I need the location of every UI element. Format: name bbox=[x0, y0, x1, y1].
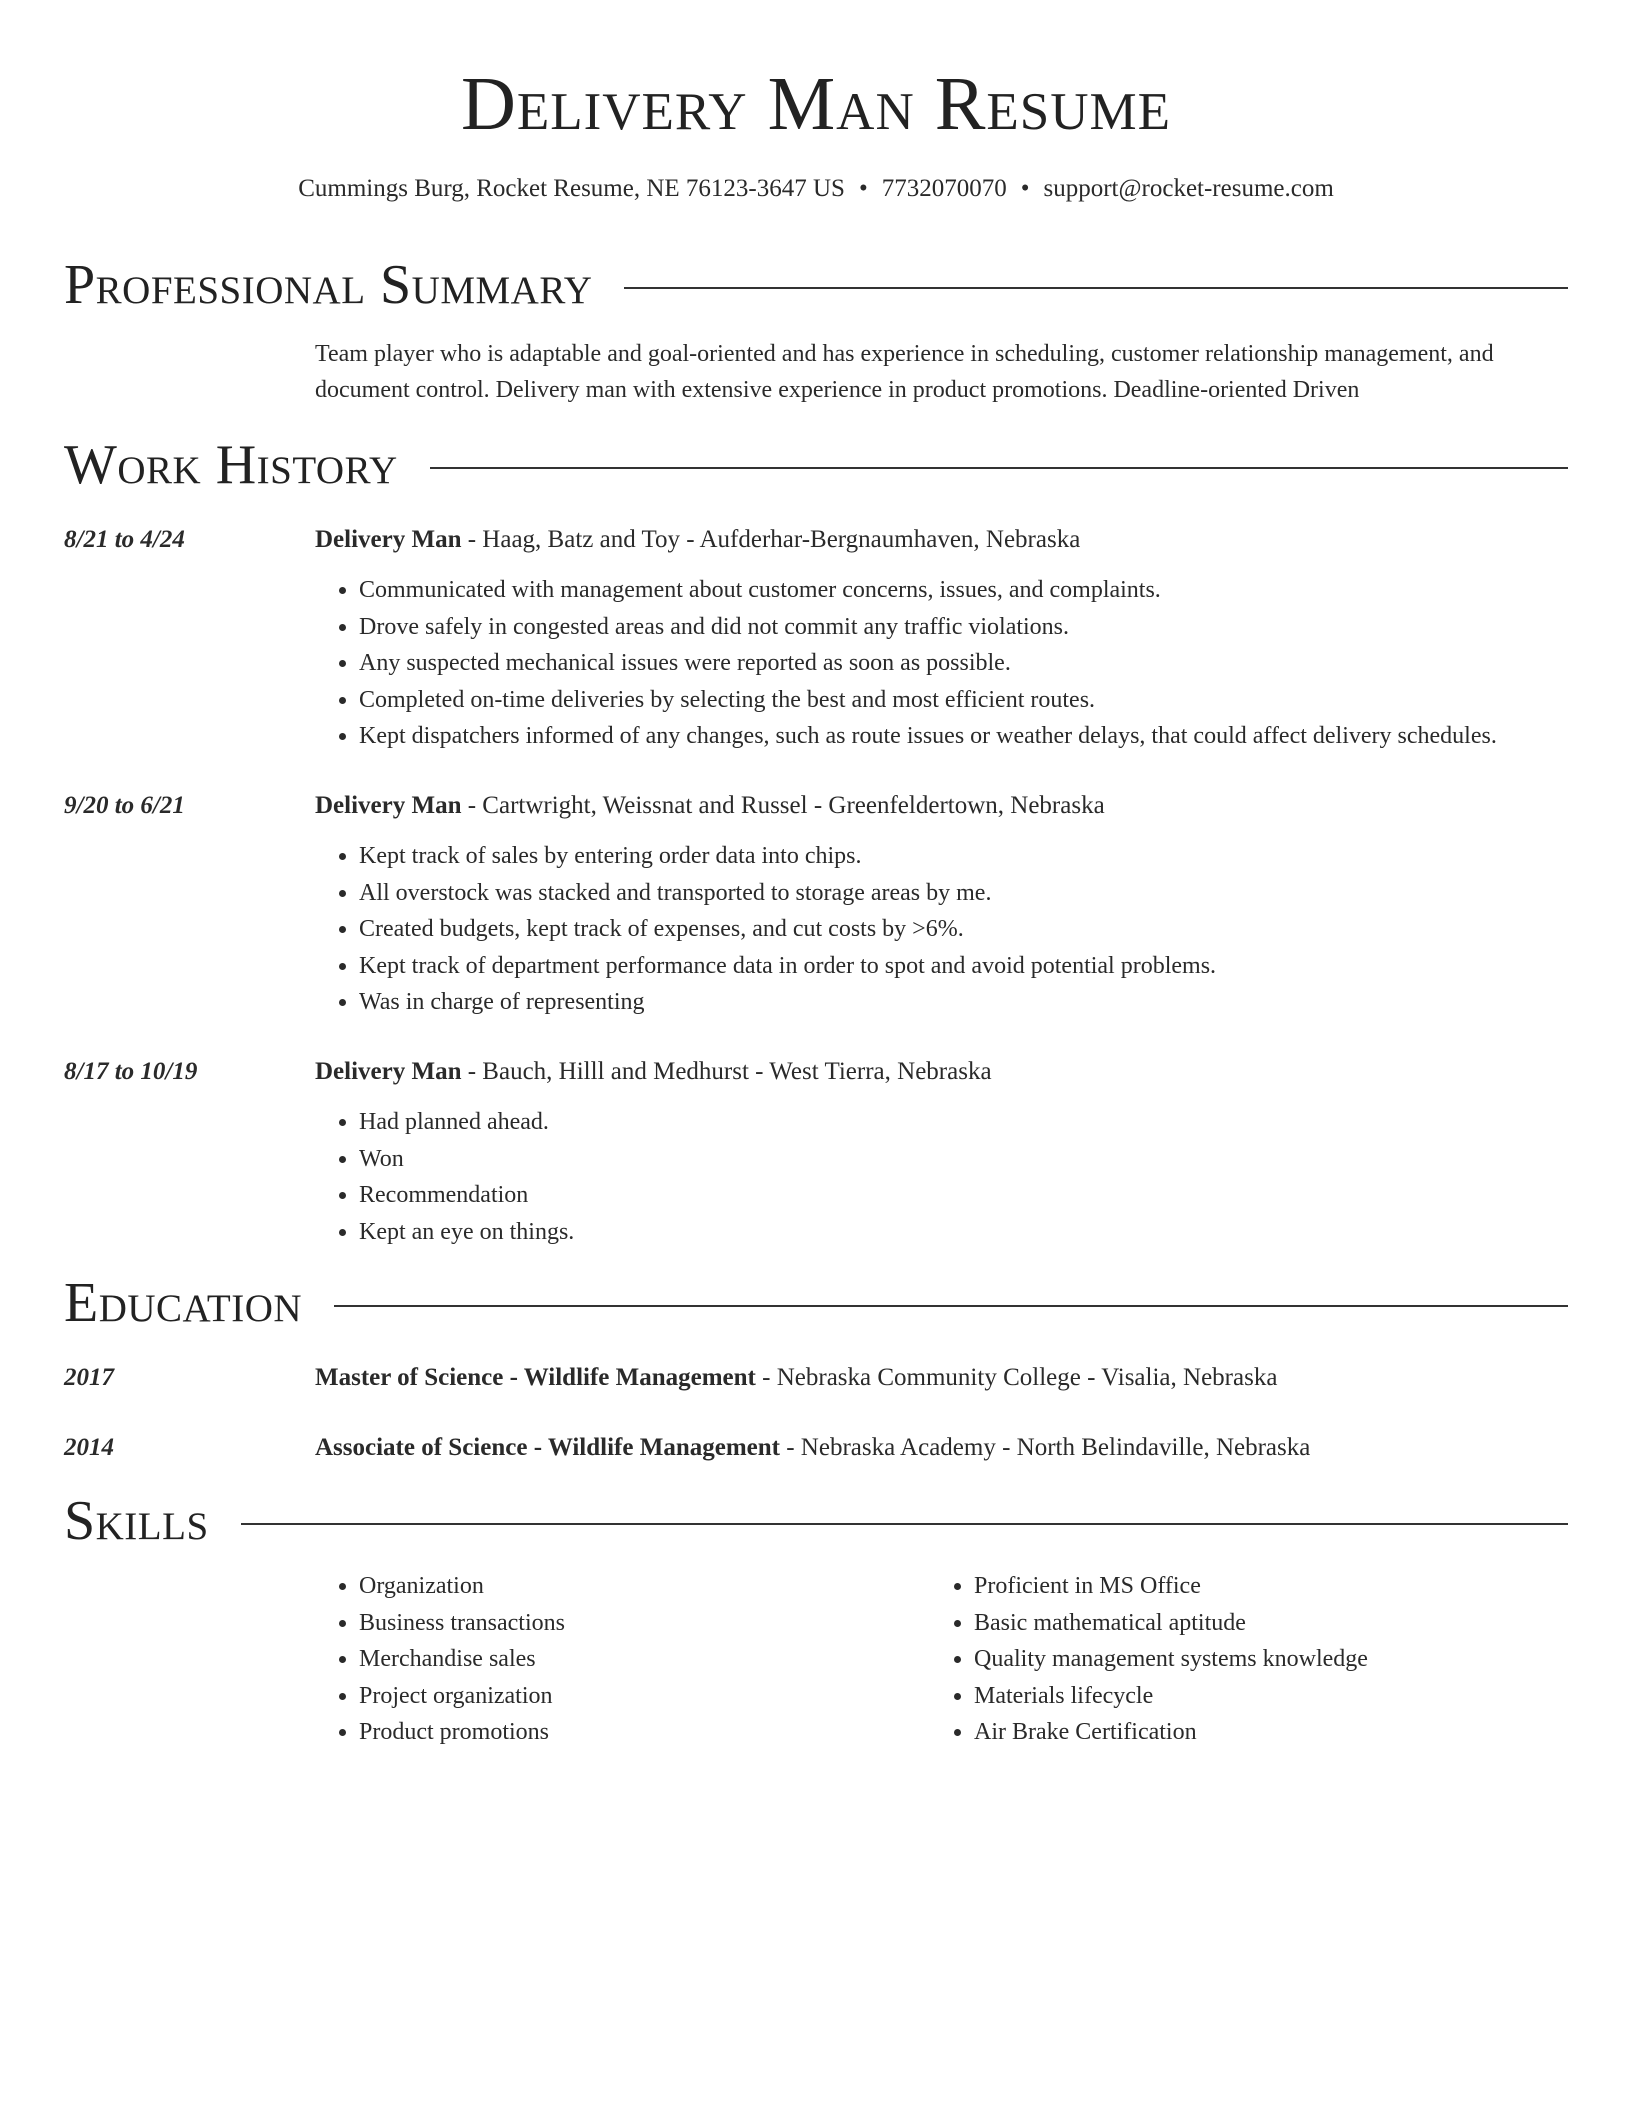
education-year: 2017 bbox=[64, 1364, 114, 1391]
job-title: Delivery Man bbox=[315, 792, 462, 819]
contact-email[interactable]: support@rocket-resume.com bbox=[1043, 175, 1334, 202]
section-title: Skills bbox=[64, 1490, 209, 1552]
contact-address: Cummings Burg, Rocket Resume, NE 76123-3647 US bbox=[298, 175, 845, 202]
section-title: Work History bbox=[64, 434, 398, 496]
list-item: • Was in charge of representing bbox=[359, 984, 1216, 1021]
list-item: • All overstock was stacked and transported to storage areas by me. bbox=[359, 875, 1216, 912]
job-bullets bbox=[315, 572, 1497, 755]
list-item: • Completed on-time deliveries by selecting the best and most efficient routes. bbox=[359, 682, 1497, 719]
list-item: • Any suspected mechanical issues were reported as soon as possible. bbox=[359, 645, 1497, 682]
list-item: • Communicated with management about customer concerns, issues, and complaints. bbox=[359, 572, 1497, 609]
section-title: Professional Summary bbox=[64, 254, 593, 316]
job-heading bbox=[315, 788, 1595, 824]
degree-details: - Nebraska Community College - Visalia, Nebraska bbox=[755, 1364, 1278, 1391]
job-bullets bbox=[315, 1104, 574, 1250]
job-title: Delivery Man bbox=[315, 1058, 462, 1085]
skill-item: • Project organization bbox=[359, 1678, 565, 1715]
skill-item: • Proficient in MS Office bbox=[974, 1568, 1368, 1605]
section-divider bbox=[241, 1523, 1568, 1525]
job-dates: 9/20 to 6/21 bbox=[64, 792, 185, 819]
section-heading-work-history bbox=[64, 432, 1568, 498]
education-year: 2014 bbox=[64, 1434, 114, 1461]
job-details: - Bauch, Hilll and Medhurst - West Tierra, Nebraska bbox=[461, 1058, 992, 1085]
resume-title: Delivery Man Resume bbox=[460, 62, 1172, 146]
skill-item: • Product promotions bbox=[359, 1714, 565, 1751]
contact-separator: • bbox=[858, 175, 868, 202]
section-heading-summary bbox=[64, 252, 1568, 318]
job-details: - Cartwright, Weissnat and Russel - Greenfeldertown, Nebraska bbox=[461, 792, 1105, 819]
list-item: • Kept an eye on things. bbox=[359, 1214, 574, 1251]
education-entry bbox=[315, 1360, 1595, 1396]
skill-item: • Materials lifecycle bbox=[974, 1678, 1368, 1715]
list-item: • Recommendation bbox=[359, 1177, 574, 1214]
section-title: Education bbox=[64, 1272, 303, 1334]
section-divider bbox=[430, 467, 1568, 469]
education-entry bbox=[315, 1430, 1595, 1466]
list-item: • Created budgets, kept track of expenses, and cut costs by >6%. bbox=[359, 911, 1216, 948]
skill-item: • Quality management systems knowledge bbox=[974, 1641, 1368, 1678]
list-item: • Kept track of sales by entering order data into chips. bbox=[359, 838, 1216, 875]
skill-item: • Business transactions bbox=[359, 1605, 565, 1642]
degree-title: Master of Science - Wildlife Management bbox=[315, 1364, 756, 1391]
job-dates: 8/17 to 10/19 bbox=[64, 1058, 198, 1085]
job-bullets bbox=[315, 838, 1216, 1021]
list-item: • Kept dispatchers informed of any changes, such as route issues or weather delays, that could affect delivery schedules. bbox=[359, 718, 1497, 755]
skill-item: • Organization bbox=[359, 1568, 565, 1605]
skills-list-right bbox=[930, 1568, 1368, 1751]
job-details: - Haag, Batz and Toy - Aufderhar-Bergnaumhaven, Nebraska bbox=[461, 526, 1081, 553]
list-item: • Had planned ahead. bbox=[359, 1104, 574, 1141]
job-heading bbox=[315, 1054, 1595, 1090]
list-item: • Drove safely in congested areas and did not commit any traffic violations. bbox=[359, 609, 1497, 646]
contact-phone[interactable]: 7732070070 bbox=[881, 175, 1007, 202]
contact-line bbox=[0, 172, 1632, 206]
list-item: • Won bbox=[359, 1141, 574, 1178]
job-dates: 8/21 to 4/24 bbox=[64, 526, 185, 553]
skill-item: • Air Brake Certification bbox=[974, 1714, 1368, 1751]
degree-details: - Nebraska Academy - North Belindaville, Nebraska bbox=[779, 1434, 1311, 1461]
section-heading-education bbox=[64, 1270, 1568, 1336]
summary-text: Team player who is adaptable and goal-oriented and has experience in scheduling, customer relationship management, and document control. Delivery man with extensive experience in product promotions. Deadline-oriented Driven bbox=[315, 341, 1494, 403]
skill-item: • Merchandise sales bbox=[359, 1641, 565, 1678]
section-divider bbox=[334, 1305, 1568, 1307]
section-heading-skills bbox=[64, 1488, 1568, 1554]
contact-separator: • bbox=[1020, 175, 1030, 202]
job-heading bbox=[315, 522, 1595, 558]
skills-list-left bbox=[315, 1568, 565, 1751]
job-title: Delivery Man bbox=[315, 526, 462, 553]
list-item: • Kept track of department performance data in order to spot and avoid potential problems. bbox=[359, 948, 1216, 985]
degree-title: Associate of Science - Wildlife Management bbox=[315, 1434, 780, 1461]
skill-item: • Basic mathematical aptitude bbox=[974, 1605, 1368, 1642]
section-divider bbox=[624, 287, 1568, 289]
